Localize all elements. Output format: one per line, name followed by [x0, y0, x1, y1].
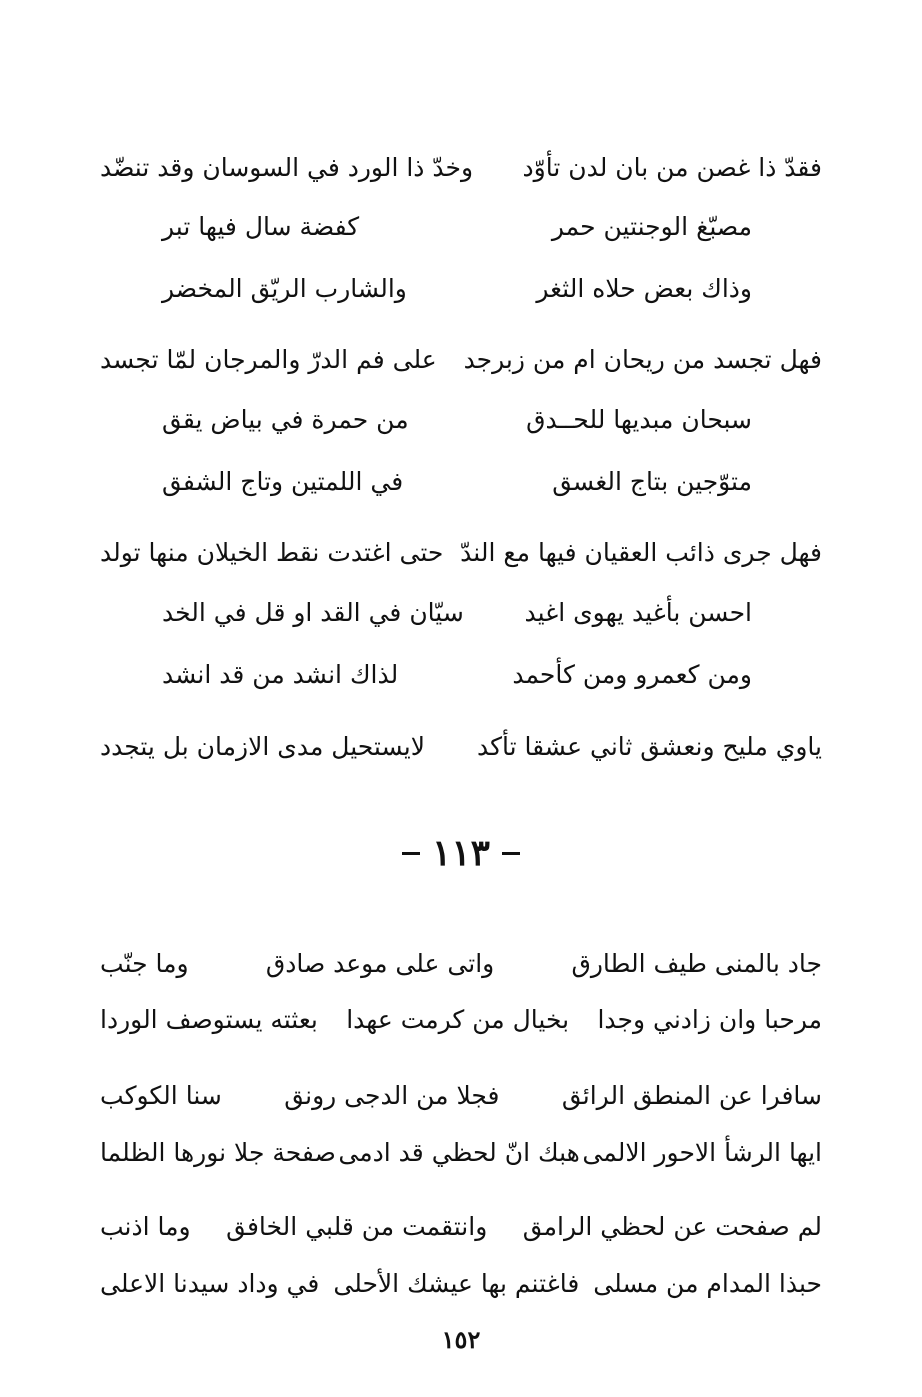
- verse-line: [100, 1076, 822, 1116]
- verse-line: [100, 148, 822, 188]
- hemistich-right: وذاك بعض حلاه الثغر: [536, 274, 752, 303]
- segment-right: ايها الرشأ الاحور الالمى: [582, 1138, 822, 1167]
- verse-line: [100, 727, 822, 767]
- hemistich-left: في اللمتين وتاج الشفق: [162, 467, 404, 496]
- section-number: [0, 828, 922, 878]
- segment-right: جاد بالمنى طيف الطارق: [571, 949, 822, 978]
- verse-line: [100, 944, 822, 984]
- hemistich-right: متوّجين بتاج الغسق: [552, 467, 752, 496]
- segment-middle: واتى على موعد صادق: [265, 949, 495, 978]
- segment-left: وما جنّب: [100, 949, 189, 978]
- hemistich-left: والشارب الريّق المخضر: [162, 274, 407, 303]
- segment-middle: فجلا من الدجى رونق: [284, 1081, 500, 1110]
- page-number: ١٥٢: [441, 1325, 481, 1354]
- hemistich-right: ياوي مليح ونعشق ثاني عشقا تأكد: [477, 732, 822, 761]
- hemistich-left: لذاك انشد من قد انشد: [162, 660, 399, 689]
- segment-middle: هبك انّ لحظي قد ادمى: [338, 1138, 580, 1167]
- hemistich-right: فهل جرى ذائب العقيان فيها مع الندّ: [460, 538, 822, 567]
- segment-middle: بخيال من كرمت عهدا: [346, 1005, 570, 1034]
- segment-left: صفحة جلا نورها الظلما: [100, 1138, 336, 1167]
- hemistich-left: حتى اغتدت نقط الخيلان منها تولد: [100, 538, 444, 567]
- verse-line: [100, 340, 822, 380]
- hemistich-right: سبحان مبديها للحــدق: [526, 405, 752, 434]
- segment-middle: وانتقمت من قلبي الخافق: [226, 1212, 488, 1241]
- hemistich-left: كفضة سال فيها تبر: [162, 212, 360, 241]
- hemistich-left: من حمرة في بياض يقق: [162, 405, 409, 434]
- segment-right: حبذا المدام من مسلى: [593, 1269, 822, 1298]
- segment-middle: فاغتنم بها عيشك الأحلى: [333, 1269, 580, 1298]
- hemistich-right: فهل تجسد من ريحان ام من زبرجد: [463, 345, 822, 374]
- hemistich-left: وخدّ ذا الورد في السوسان وقد تنضّد: [100, 153, 474, 182]
- segment-right: سافرا عن المنطق الرائق: [561, 1081, 822, 1110]
- verse-line: [100, 1133, 822, 1173]
- verse-line: [100, 1000, 822, 1040]
- hemistich-right: احسن بأغيد يهوى اغيد: [524, 598, 752, 627]
- verse-line: [162, 207, 752, 247]
- hemistich-right: ومن كعمرو ومن كأحمد: [512, 660, 752, 689]
- section-number-text: ١١٣: [431, 832, 490, 874]
- hemistich-left: سيّان في القد او قل في الخد: [162, 598, 464, 627]
- hemistich-left: على فم الدرّ والمرجان لمّا تجسد: [100, 345, 437, 374]
- hemistich-left: لايستحيل مدى الازمان بل يتجدد: [100, 732, 425, 761]
- verse-line: [162, 655, 752, 695]
- dash-right: [502, 852, 520, 855]
- segment-left: بعثته يستوصف الوردا: [100, 1005, 318, 1034]
- hemistich-right: فقدّ ذا غصن من بان لدن تأوّد: [522, 153, 822, 182]
- verse-line: [162, 462, 752, 502]
- segment-left: في وداد سيدنا الاعلى: [100, 1269, 320, 1298]
- verse-line: [100, 1264, 822, 1304]
- verse-line: [100, 1207, 822, 1247]
- verse-line: [162, 400, 752, 440]
- verse-line: [162, 593, 752, 633]
- segment-left: وما اذنب: [100, 1212, 191, 1241]
- segment-left: سنا الكوكب: [100, 1081, 222, 1110]
- dash-left: [402, 852, 420, 855]
- hemistich-right: مصبّغ الوجنتين حمر: [551, 212, 752, 241]
- segment-right: مرحبا وان زادني وجدا: [597, 1005, 822, 1034]
- segment-right: لم صفحت عن لحظي الرامق: [522, 1212, 822, 1241]
- verse-line: [100, 533, 822, 573]
- verse-line: [162, 269, 752, 309]
